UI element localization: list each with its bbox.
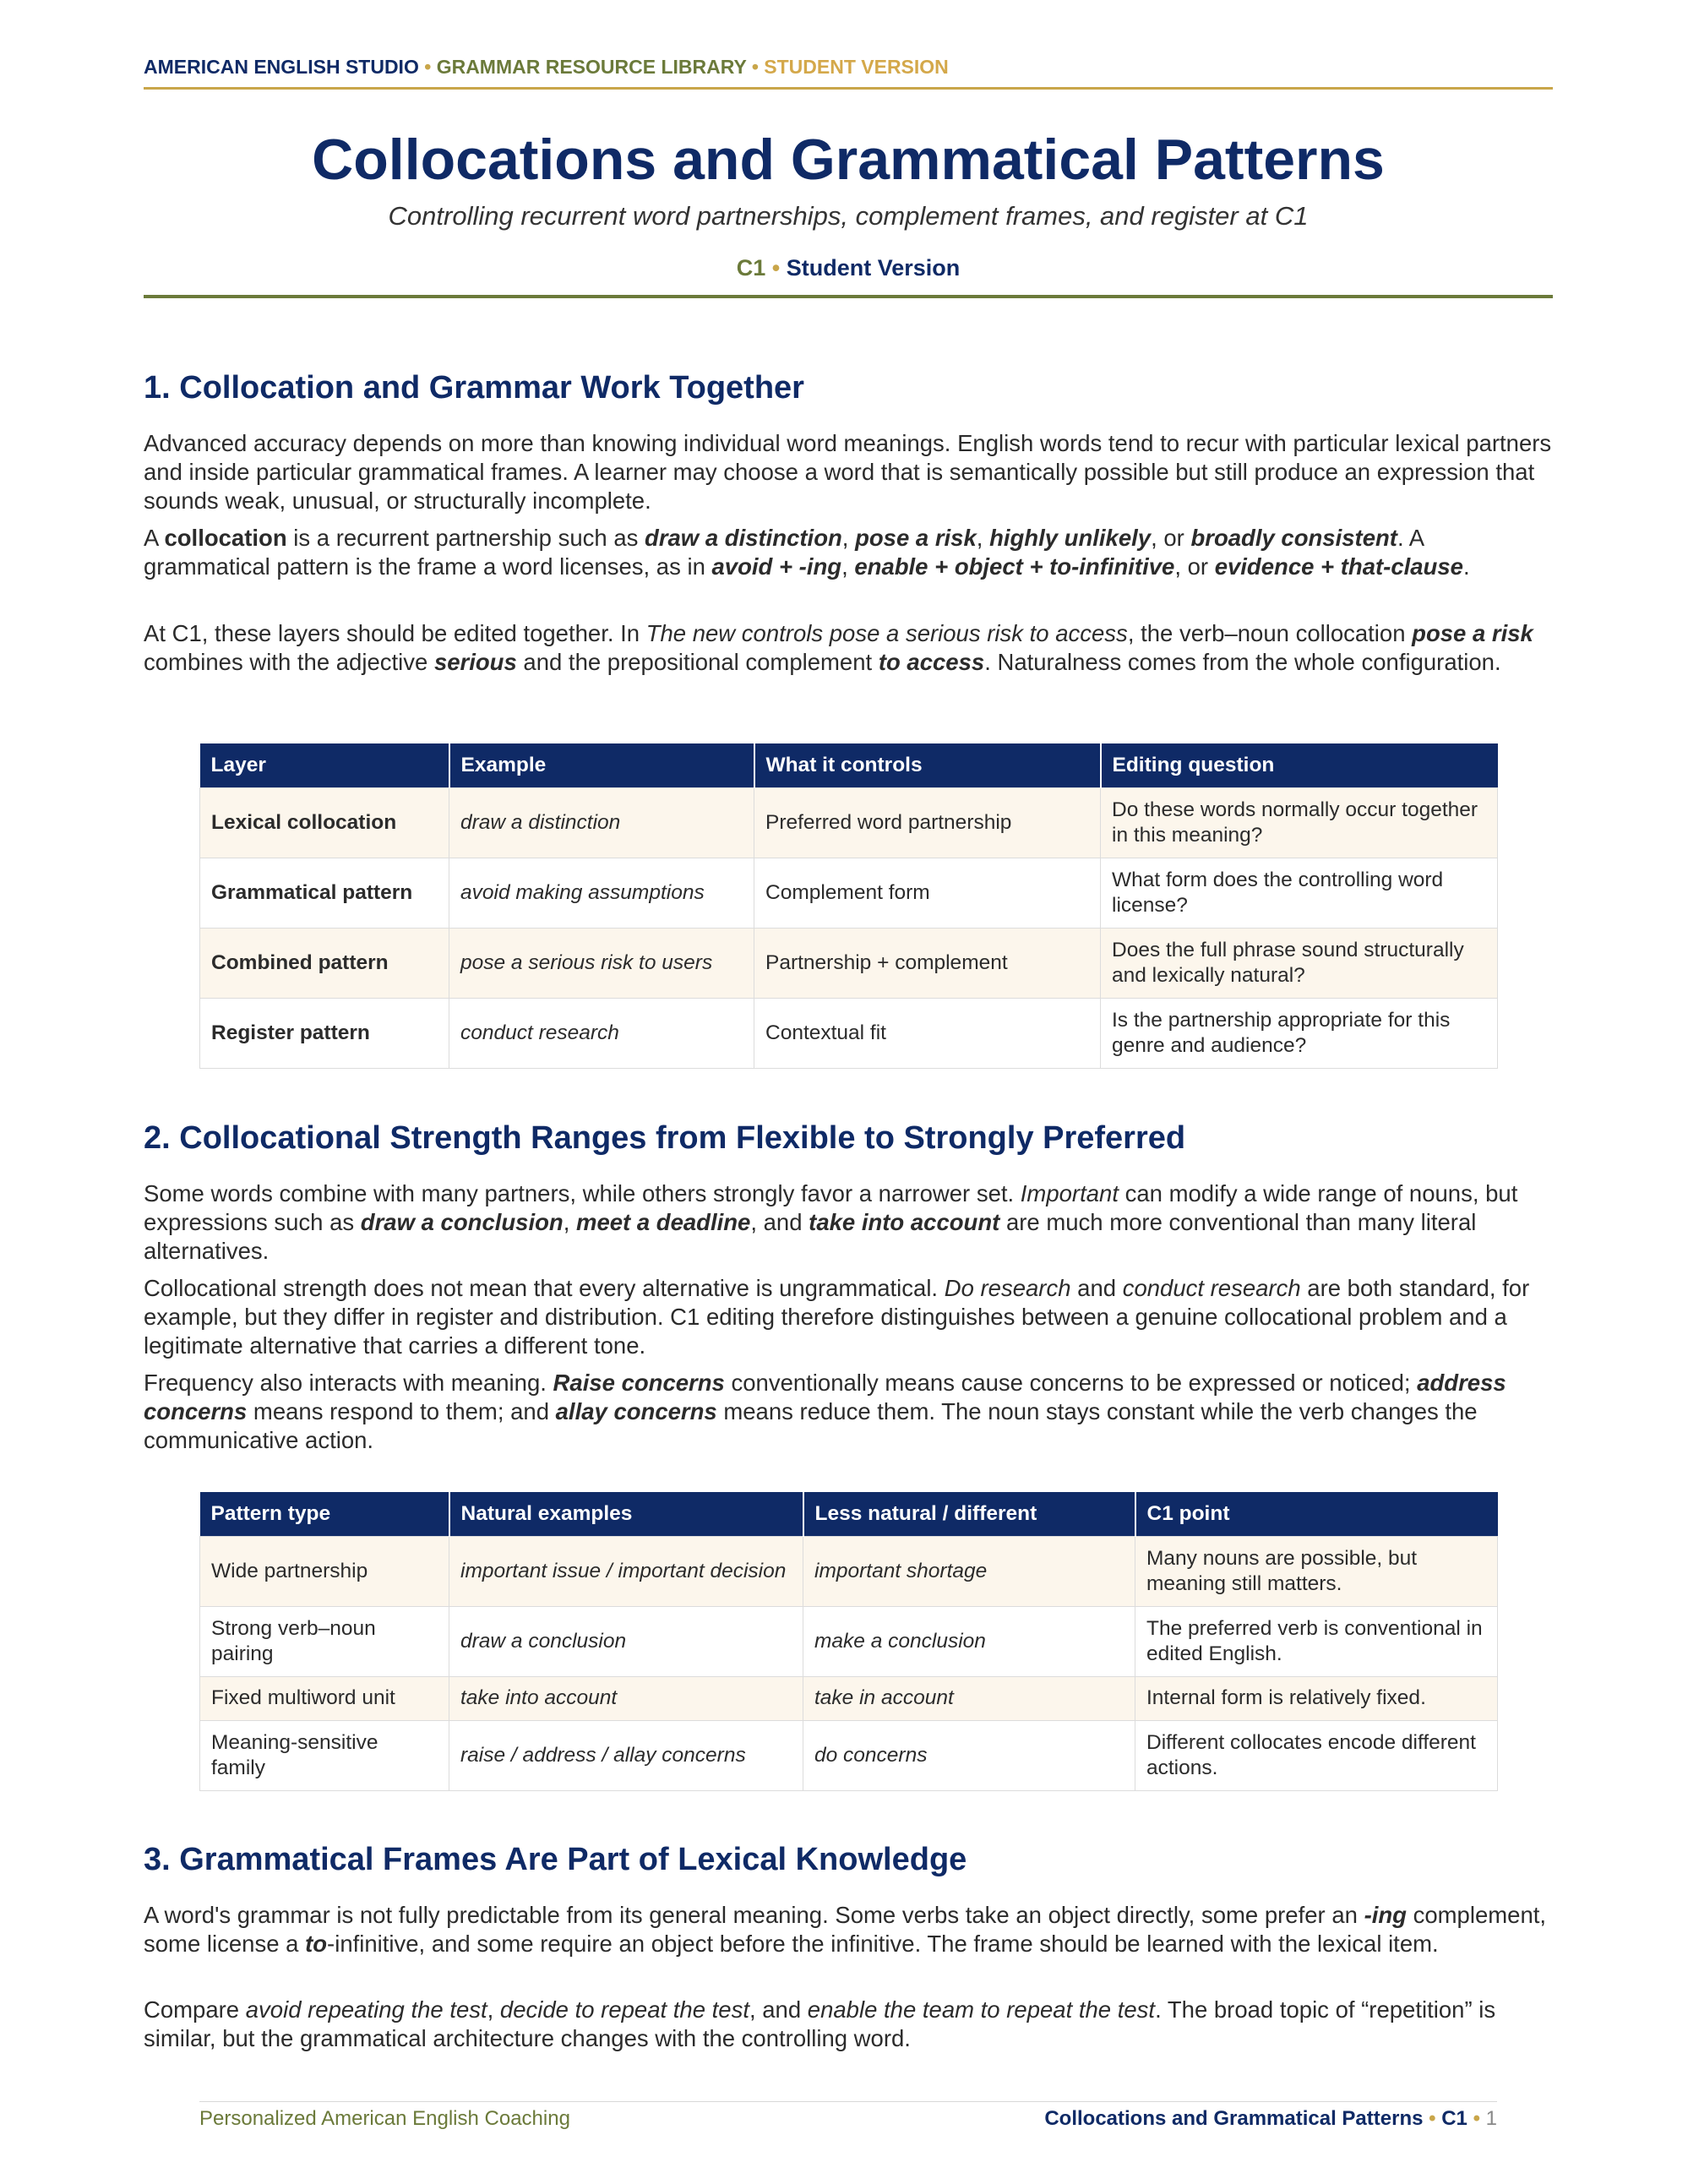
title-divider xyxy=(144,295,1553,298)
table-cell: Different collocates encode different actions. xyxy=(1135,1720,1498,1790)
header-brand: AMERICAN ENGLISH STUDIO xyxy=(144,56,419,78)
section3-paragraph-2: Compare avoid repeating the test, decide to repeat the test, and enable the team to repeat the test. The broad topic of “repetition” is similar, but the grammatical architecture changes with the controlling word. xyxy=(144,1996,1496,2051)
level-line xyxy=(144,255,1553,281)
table-cell: pose a serious risk to users xyxy=(449,928,754,998)
table-cell: important issue / important decision xyxy=(449,1536,803,1606)
table-cell: Contextual fit xyxy=(754,998,1101,1068)
table-row xyxy=(200,1676,1498,1720)
page-title: Collocations and Grammatical Patterns xyxy=(312,128,1385,192)
table-header-cell: Example xyxy=(449,743,754,787)
table-cell: Wide partnership xyxy=(200,1536,449,1606)
table-header-cell: Pattern type xyxy=(200,1492,449,1536)
table-cell: Lexical collocation xyxy=(200,787,449,858)
table-cell: raise / address / allay concerns xyxy=(449,1720,803,1790)
table-cell: Many nouns are possible, but meaning still matters. xyxy=(1135,1536,1498,1606)
table-header-cell: Natural examples xyxy=(449,1492,803,1536)
table-cell: Is the partnership appropriate for this genre and audience? xyxy=(1101,998,1498,1068)
section3-paragraph-1: A word's grammar is not fully predictable from its general meaning. Some verbs take an object directly, some prefer an -ing complement, some license a to-infinitive, and some require an object before the infinitive. The frame should be learned with the lexical item. xyxy=(144,1902,1547,1957)
level-separator: • xyxy=(771,255,781,280)
table-row xyxy=(200,1720,1498,1790)
level-label: Student Version xyxy=(786,255,961,280)
table-header-cell: Editing question xyxy=(1101,743,1498,787)
table-cell: Meaning-sensitive family xyxy=(200,1720,449,1790)
section-heading-1: 1. Collocation and Grammar Work Together xyxy=(144,370,804,406)
header-separator: • xyxy=(751,56,759,78)
table-row xyxy=(200,858,1498,928)
table-cell: take into account xyxy=(449,1676,803,1720)
table-cell: Preferred word partnership xyxy=(754,787,1101,858)
section2-paragraph-1: Some words combine with many partners, while others strongly favor a narrower set. Important can modify a wide range of nouns, but expressions such as draw a conclusion, meet a deadline, and take into account are much more conventional than many literal alternatives. xyxy=(144,1180,1518,1264)
table-cell: Does the full phrase sound structurally and lexically natural? xyxy=(1101,928,1498,998)
table-cell: Strong verb–noun pairing xyxy=(200,1606,449,1676)
table-cell: draw a distinction xyxy=(449,787,754,858)
footer-separator: • xyxy=(1473,2107,1480,2130)
table-header-row xyxy=(200,743,1498,787)
table-cell: Internal form is relatively fixed. xyxy=(1135,1676,1498,1720)
footer-left: Personalized American English Coaching xyxy=(199,2107,570,2130)
section1-paragraph-1: Advanced accuracy depends on more than knowing individual word meanings. English words tend to recur with particular lexical partners and inside particular grammatical frames. A learner may choose a word that is semantically possible but still produce an expression that sounds weak, unusual, or structurally incomplete. xyxy=(144,430,1552,514)
table-header-cell: C1 point xyxy=(1135,1492,1498,1536)
table-row xyxy=(200,1606,1498,1676)
section2-paragraph-2: Collocational strength does not mean that every alternative is ungrammatical. Do research and conduct research are both standard, for example, but they differ in register and distribution. C1 editing therefore distinguishes between a genuine collocational problem and a legitimate alternative that carries a different tone. xyxy=(144,1275,1530,1359)
section1-paragraph-2: A collocation is a recurrent partnership such as draw a distinction, pose a risk, highly unlikely, or broadly consistent. A grammatical pattern is the frame a word licenses, as in avoid + -ing, enable + object + to-infinitive, or evidence + that-clause. xyxy=(144,525,1470,580)
footer-right xyxy=(1044,2107,1497,2131)
table-row xyxy=(200,1536,1498,1606)
section-heading-3: 3. Grammatical Frames Are Part of Lexical Knowledge xyxy=(144,1842,967,1877)
table-cell: do concerns xyxy=(803,1720,1135,1790)
header-separator: • xyxy=(424,56,432,78)
table-cell: Do these words normally occur together in this meaning? xyxy=(1101,787,1498,858)
table-cell: What form does the controlling word license? xyxy=(1101,858,1498,928)
table-cell: Combined pattern xyxy=(200,928,449,998)
table-header-cell: Less natural / different xyxy=(803,1492,1135,1536)
table-cell: Complement form xyxy=(754,858,1101,928)
footer-separator: • xyxy=(1429,2107,1436,2130)
table-cell: make a conclusion xyxy=(803,1606,1135,1676)
table-row xyxy=(200,787,1498,858)
level-code: C1 xyxy=(736,255,766,280)
table-header-cell: What it controls xyxy=(754,743,1101,787)
table-cell: take in account xyxy=(803,1676,1135,1720)
strength-table xyxy=(199,1492,1498,1791)
layers-table xyxy=(199,743,1498,1069)
table-cell: Register pattern xyxy=(200,998,449,1068)
table-cell: The preferred verb is conventional in edited English. xyxy=(1135,1606,1498,1676)
table-row xyxy=(200,928,1498,998)
running-header xyxy=(144,56,1553,90)
header-library: GRAMMAR RESOURCE LIBRARY xyxy=(436,56,747,78)
table-cell: avoid making assumptions xyxy=(449,858,754,928)
header-version: STUDENT VERSION xyxy=(764,56,949,78)
page-subtitle: Controlling recurrent word partnerships, complement frames, and register at C1 xyxy=(388,201,1309,231)
footer-doc-title: Collocations and Grammatical Patterns xyxy=(1044,2107,1424,2130)
table-cell: important shortage xyxy=(803,1536,1135,1606)
table-cell: Grammatical pattern xyxy=(200,858,449,928)
table-cell: Fixed multiword unit xyxy=(200,1676,449,1720)
page-number: 1 xyxy=(1485,2107,1497,2130)
table-row xyxy=(200,998,1498,1068)
section1-paragraph-3: At C1, these layers should be edited together. In The new controls pose a serious risk to access, the verb–noun collocation pose a risk combines with the adjective serious and the prepositional complement to access. Naturalness comes from the whole configuration. xyxy=(144,620,1533,675)
table-header-row xyxy=(200,1492,1498,1536)
table-header-cell: Layer xyxy=(200,743,449,787)
section2-paragraph-3: Frequency also interacts with meaning. Raise concerns conventionally means cause concerns to be expressed or noticed; address concerns means respond to them; and allay concerns means reduce them. The noun stays constant while the verb changes the communicative action. xyxy=(144,1370,1506,1453)
footer-level: C1 xyxy=(1441,2107,1467,2130)
footer-divider xyxy=(199,2101,1497,2102)
table-cell: conduct research xyxy=(449,998,754,1068)
section-heading-2: 2. Collocational Strength Ranges from Flexible to Strongly Preferred xyxy=(144,1120,1186,1156)
table-cell: draw a conclusion xyxy=(449,1606,803,1676)
table-cell: Partnership + complement xyxy=(754,928,1101,998)
